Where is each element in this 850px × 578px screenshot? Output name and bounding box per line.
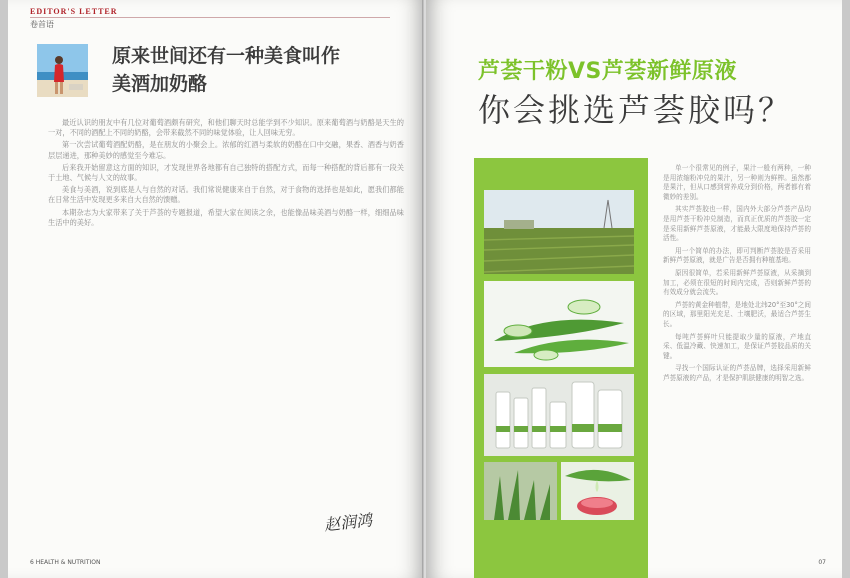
section-kicker-cn: 卷首语	[30, 20, 54, 29]
page-folio-left: 6 HEALTH & NUTRITION	[30, 559, 101, 566]
paragraph: 用一个简单的办法，即可判断芦荟胶是否采用新鲜芦荟原液，就是广告是否拥有种植基地。	[663, 246, 811, 265]
left-page	[8, 0, 424, 578]
headline	[112, 42, 402, 98]
paragraph: 原因很简单，若采用新鲜芦荟原液，从采摘到加工，必须在很短的时间内完成，否则新鲜芦荟的有效成分就会流失。	[663, 268, 811, 297]
article-body	[663, 164, 811, 386]
headline-line-2: 美酒加奶酪	[112, 73, 208, 95]
paragraph: 寻找一个国际认证的芦荟品牌，选择采用新鲜芦荟原液的产品，才是保护肌肤健康的明智之选。	[663, 364, 811, 382]
paragraph: 芦荟的黄金种植带，是地处北纬20°至30°之间的区域，那里阳光充足、土壤肥沃，最适合芦荟生长。	[663, 300, 811, 328]
headline-line-1: 原来世间还有一种美食叫作	[112, 45, 341, 67]
section-kicker: EDITOR'S LETTER	[30, 7, 118, 16]
aloe-field-photo	[484, 190, 634, 274]
paragraph: 最近认识的朋友中有几位对葡萄酒颇有研究，和他们聊天时总能学到不少知识。原来葡萄酒与奶酪是天生的一对，不同的酒配上不同的奶酪，会带来截然不同的味觉体验，让人回味无穷。	[48, 118, 404, 138]
aloe-products-photo	[484, 374, 634, 456]
magazine-spread	[8, 0, 842, 578]
page-folio-right: 07	[818, 559, 826, 566]
paragraph: 其实芦荟胶也一样，国内外大部分芦荟产品均是用芦荟干粉冲兑制造，而真正优质的芦荟胶一定是采用新鲜芦荟原液，才能最大限度地保持芦荟的活性。	[663, 205, 811, 243]
aloe-gel-drop-photo	[561, 462, 634, 520]
paragraph: 美食与美酒，说到底是人与自然的对话。我们常说健康来自于自然，对于食物的选择也是如此，愿我们都能在日常生活中发现更多来自大自然的馈赠。	[48, 185, 404, 205]
article-title: 你会挑选芦荟胶吗？	[478, 91, 794, 129]
right-page	[426, 0, 842, 578]
editor-photo	[37, 44, 88, 97]
paragraph: 单一个很常见的例子，果汁一般有两种，一种是用浓缩粉冲兑的果汁，另一种则为鲜榨。虽然都是果汁，但从口感到营养成分到价格，两者都有着微妙的差别。	[663, 164, 811, 201]
paragraph: 第一次尝试葡萄酒配奶酪，是在朋友的小聚会上。浓郁的红酒与柔软的奶酪在口中交融，果香、酒香与奶香层层递进，那种美妙的感觉至今难忘。	[48, 140, 404, 160]
aloe-plant-photo	[484, 462, 557, 520]
article-title-green: 芦荟干粉VS芦荟新鲜原液	[478, 59, 737, 84]
paragraph: 每吨芦荟鲜叶只能提取少量的原液，产地直采、低温冷藏、快速加工，是保证芦荟胶品质的关键。	[663, 332, 811, 360]
aloe-leaves-photo	[484, 281, 634, 367]
paragraph: 后来我开始留意这方面的知识，才发现世界各地都有自己独特的搭配方式，而每一种搭配的背后都有一段关于土地、气候与人文的故事。	[48, 162, 404, 183]
kicker-divider	[30, 17, 390, 18]
editor-letter-body	[48, 118, 404, 230]
editor-signature: 赵润鸿	[323, 510, 373, 535]
paragraph: 本期杂志为大家带来了关于芦荟的专题报道，希望大家在阅读之余，也能像品味美酒与奶酪一样，细细品味生活中的美好。	[48, 207, 404, 227]
